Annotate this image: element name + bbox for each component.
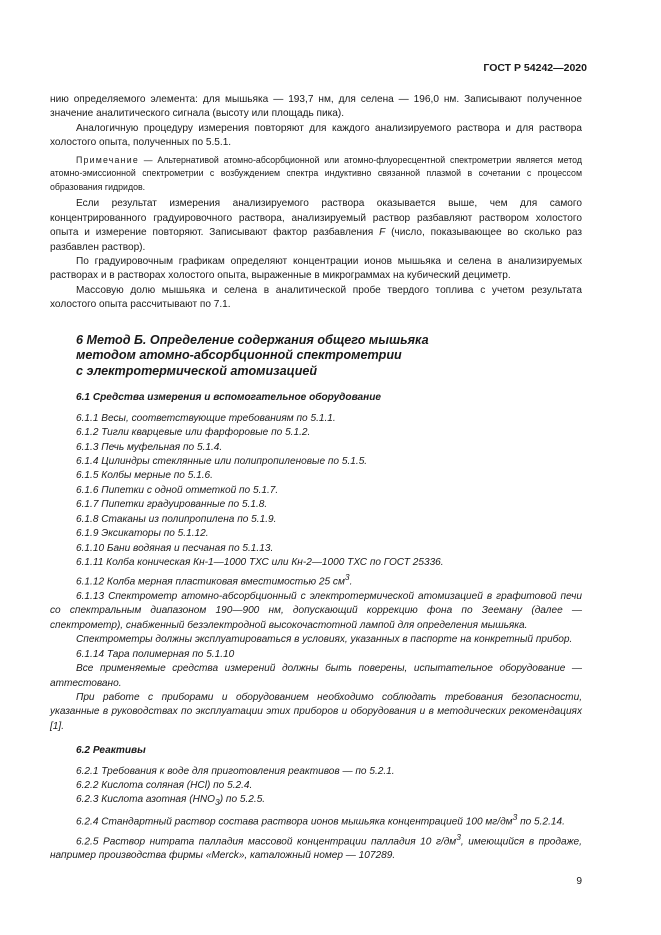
superscript: 3 <box>344 572 350 583</box>
list-item <box>50 830 582 864</box>
list-item: 6.1.1 Весы, соответствующие требованиям по 5.1.1. <box>76 412 336 424</box>
list-item-text: . <box>349 576 353 588</box>
dilution-text: Если результат измерения анализируемого раствора оказывается выше, чем для самого концентрированного градуировочного раствора, анализируемый раствор разбавляют раствором холостого опыта и измерение повторяют. Записывают фактор разбавления <box>50 198 582 239</box>
list-item-text: ) по 5.2.5. <box>219 794 266 806</box>
subsection-6-1-title: 6.1 Средства измерения и вспомогательное оборудование <box>76 392 382 404</box>
list-item-text: 6.2.4 Стандартный раствор состава раствора ионов мышьяка концентрацией 100 мг/дм <box>76 816 513 828</box>
list-item-text: 6.1.12 Колба мерная пластиковая вместимостью 25 см <box>76 576 345 588</box>
list-item: 6.1.10 Бани водяная и песчаная по 5.1.13. <box>76 542 274 554</box>
list-item: 6.1.3 Печь муфельная по 5.1.4. <box>76 441 223 453</box>
dilution-paragraph <box>50 197 582 255</box>
list-item <box>50 570 582 590</box>
intro-paragraph: Аналогичную процедуру измерения повторяют для каждого анализируемого раствора и для раствора холостого опыта, полученных по 5.5.1. <box>50 122 582 149</box>
calibration-paragraph: По градуировочным графикам определяют концентрации ионов мышьяка и селена в анализируемых растворах и в растворах холостого опыта, выраженные в микрограммах на кубический дециметр. <box>50 256 582 282</box>
section-title-line: с электротермической атомизацией <box>76 363 318 378</box>
subsection-6-2-title: 6.2 Реактивы <box>76 745 146 757</box>
list-item: 6.1.6 Пипетки с одной отметкой по 5.1.7. <box>76 484 279 496</box>
spectrometer-note: Спектрометры должны эксплуатироваться в условиях, указанных в паспорте на конкретный прибор. <box>76 634 573 646</box>
list-item: 6.1.8 Стаканы из полипропилена по 5.1.9. <box>76 513 277 525</box>
list-item: 6.1.14 Тара полимерная по 5.1.10 <box>76 648 235 660</box>
list-item <box>50 793 582 809</box>
dilution-factor-variable: F <box>379 227 386 239</box>
list-item: 6.1.5 Колбы мерные по 5.1.6. <box>76 470 213 482</box>
list-item: 6.1.7 Пипетки градуированные по 5.1.8. <box>76 499 268 511</box>
intro-paragraph: нию определяемого элемента: для мышьяка — 193,7 нм, для селена — 196,0 нм. Записывают полученное значение аналитического сигнала (высоту или площадь пика). <box>50 94 582 120</box>
list-item-text: по 5.2.14. <box>517 816 565 828</box>
list-item-text: , имеющийся в продаже, например производства фирмы «Merck», каталожный номер — 107289. <box>50 835 582 862</box>
list-item <box>50 810 582 830</box>
dilution-text-end: (число, показывающее во сколько раз разбавлен раствор). <box>50 227 582 253</box>
superscript: 3 <box>456 831 461 842</box>
list-item: 6.1.9 Эксикаторы по 5.1.12. <box>76 528 209 540</box>
list-item: 6.1.11 Колба коническая Кн-1—1000 ТХС или Кн-2—1000 ТХС по ГОСТ 25336. <box>76 556 444 568</box>
list-item-text: 6.2.3 Кислота азотная (HNO <box>76 794 216 806</box>
section-6-title <box>76 333 582 380</box>
list-item: 6.1.2 Тигли кварцевые или фарфоровые по 5.1.2. <box>76 427 311 439</box>
note-text: — Альтернативой атомно-абсорбционной или атомно-флуоресцентной спектрометрии является метод атомно-эмиссионной спектрометрии с возбуждением спектра индуктивно связанной плазмой в сочетании с процессом образования гидридов. <box>50 154 582 192</box>
document-header: ГОСТ Р 54242—2020 <box>483 62 587 74</box>
subscript: 3 <box>215 797 220 808</box>
mass-fraction-paragraph: Массовую долю мышьяка и селена в аналитической пробе твердого топлива с учетом результата холостого опыта рассчитывают по 7.1. <box>50 284 582 311</box>
page-number: 9 <box>576 876 582 887</box>
note-block <box>50 154 582 195</box>
note-label: Примечание <box>76 154 139 165</box>
list-item: 6.2.1 Требования к воде для приготовления реактивов — по 5.2.1. <box>76 765 395 777</box>
section-title-line: методом атомно-абсорбционной спектрометрии <box>76 348 402 363</box>
list-item: 6.1.4 Цилиндры стеклянные или полипропиленовые по 5.1.5. <box>76 456 368 468</box>
verification-paragraph: Все применяемые средства измерений должны быть поверены, испытательное оборудование — аттестовано. <box>50 663 582 689</box>
safety-paragraph: При работе с приборами и оборудованием необходимо соблюдать требования безопасности, указанные в руководствах по эксплуатации этих приборов и оборудования и в методических рекомендациях [1]. <box>50 691 582 732</box>
list-item: 6.1.13 Спектрометр атомно-абсорбционный с электротермической атомизацией в графитовой печи со спектральным диапазоном 190—900 нм, допускающий коррекцию фона по Зееману (далее — спектрометр), снабженный безэлектродной высокочастотной лампой для определения мышьяка. <box>50 591 582 631</box>
page-body <box>50 93 582 864</box>
section-title-line: 6 Метод Б. Определение содержания общего мышьяка <box>76 332 429 347</box>
list-item-text: 6.2.5 Раствор нитрата палладия массовой концентрации палладия 10 г/дм <box>76 835 457 847</box>
superscript: 3 <box>512 811 518 822</box>
list-item: 6.2.2 Кислота соляная (HCl) по 5.2.4. <box>76 779 253 791</box>
